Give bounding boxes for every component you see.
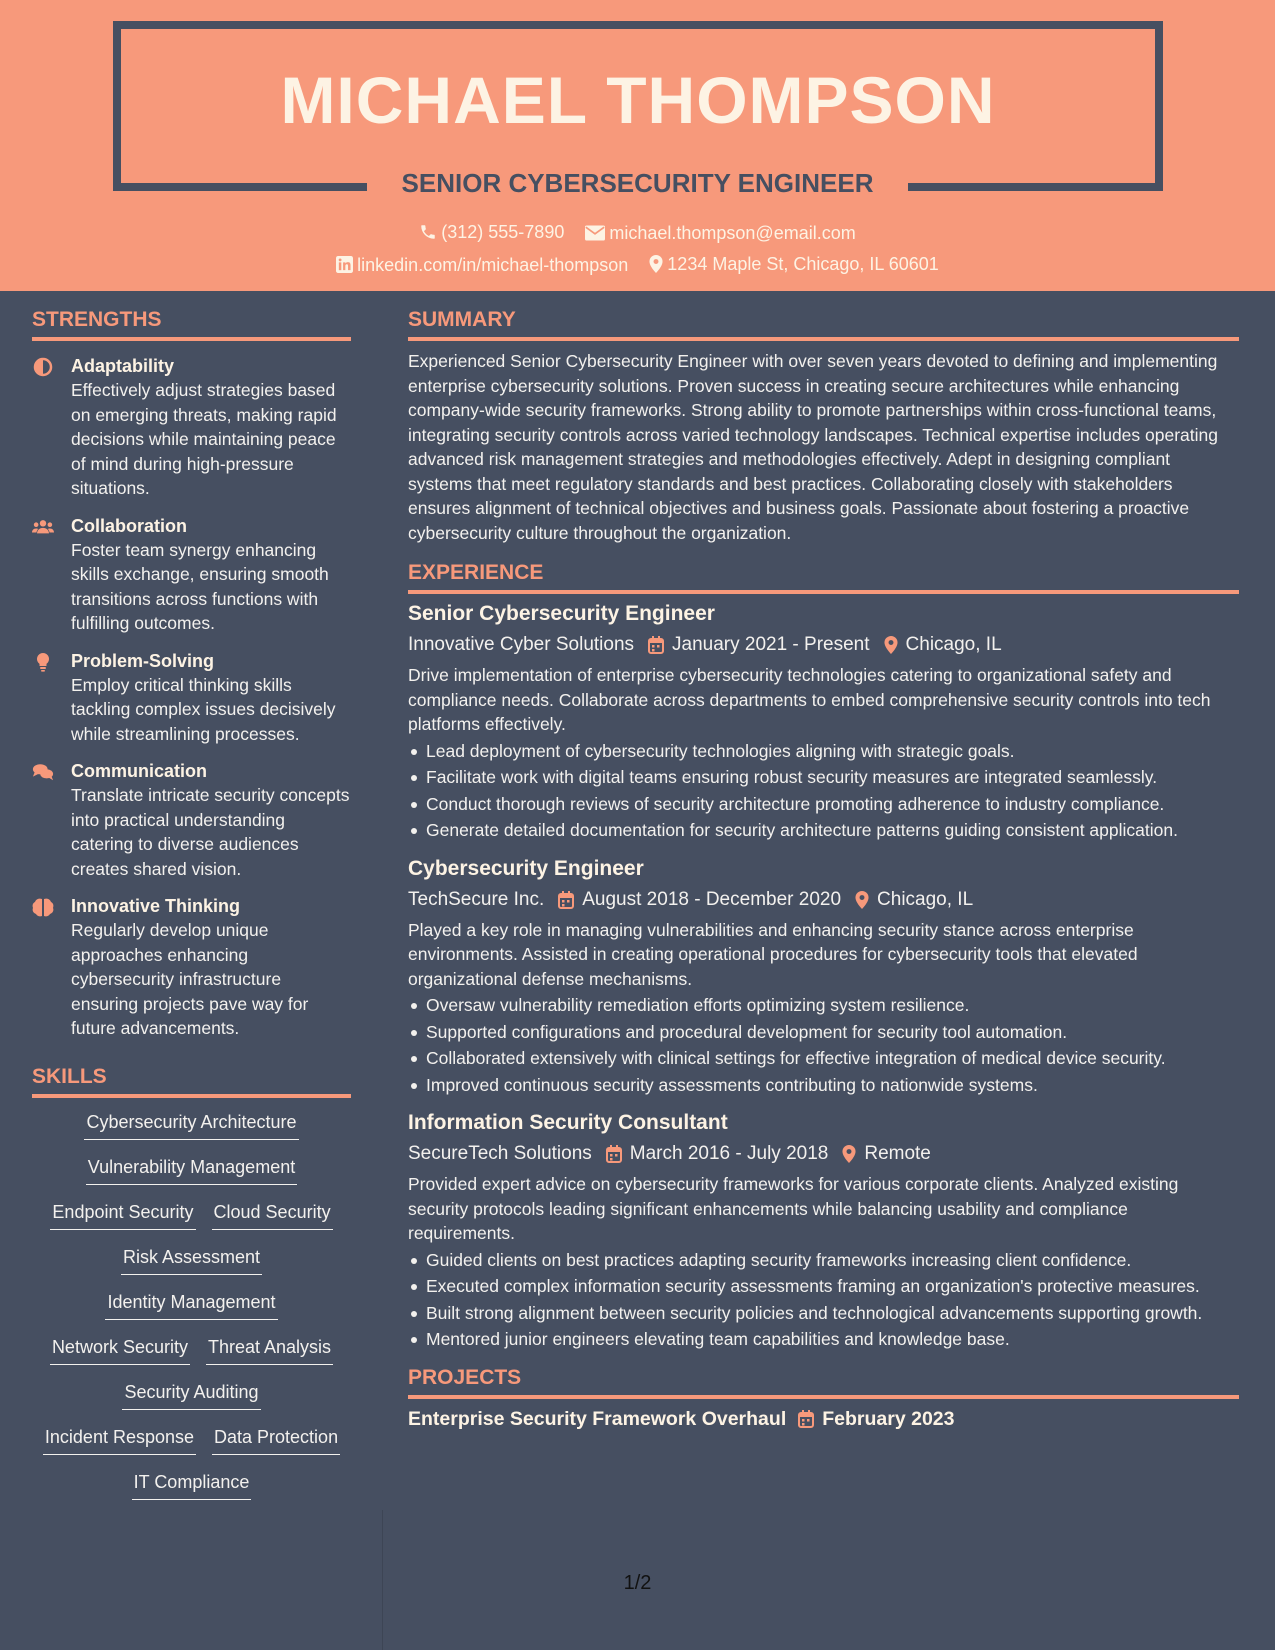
contact-row-2: [0, 252, 1275, 279]
map-pin-icon: [842, 1145, 856, 1163]
map-pin-icon: [884, 636, 898, 654]
job-bullet: Built strong alignment between security policies and technological advancements supporting growth.: [408, 1301, 1239, 1326]
contact-phone[interactable]: [419, 220, 564, 244]
calendar-icon: [606, 1145, 622, 1163]
header-frame-bottom-left: [113, 183, 367, 191]
skill-tag: IT Compliance: [132, 1470, 252, 1500]
strengths-rule: [32, 337, 351, 341]
project-item: [408, 1405, 1239, 1433]
job-bullet: Generate detailed documentation for security architecture patterns guiding consistent application.: [408, 818, 1239, 843]
map-pin-icon: [649, 255, 663, 273]
left-column: [32, 306, 351, 1515]
skills-rule: [32, 1094, 351, 1098]
calendar-icon: [648, 636, 664, 654]
strength-name: Adaptability: [71, 356, 175, 376]
strength-name: Problem-Solving: [71, 650, 215, 671]
job-entry: [408, 600, 1239, 843]
job-meta: [408, 630, 1239, 660]
skill-row: [32, 1380, 351, 1425]
strength-name: Communication: [71, 761, 208, 781]
users-icon: [32, 517, 54, 537]
half-circle-icon: [32, 357, 54, 377]
phone-text: (312) 555-7890: [441, 222, 565, 242]
summary-rule: [408, 337, 1239, 341]
skill-tag: Security Auditing: [122, 1380, 260, 1410]
job-company: TechSecure Inc.: [408, 888, 545, 910]
job-bullet: Oversaw vulnerability remediation efforts optimizing system resilience.: [408, 993, 1239, 1018]
strengths-title: STRENGTHS: [32, 308, 162, 331]
job-role: Cybersecurity Engineer: [408, 856, 644, 880]
skills-list: [32, 1110, 351, 1515]
email-text: michael.thompson@email.com: [609, 223, 856, 243]
skill-tag: Cloud Security: [212, 1200, 333, 1230]
job-bullets: [408, 739, 1239, 843]
address-text: 1234 Maple St, Chicago, IL 60601: [667, 254, 939, 274]
job-description: Provided expert advice on cybersecurity frameworks for various corporate clients. Analyzed existing security protocols leading significant enhancements while balancing usability and compliance requirements.: [408, 1174, 1179, 1243]
project-date: February 2023: [822, 1407, 955, 1430]
strength-text: Employ critical thinking skills tackling complex issues decisively while streamlining processes.: [71, 674, 336, 744]
skill-tag: Threat Analysis: [206, 1335, 333, 1365]
job-dates: March 2016 - July 2018: [629, 1143, 829, 1164]
job-entry: [408, 1109, 1239, 1352]
calendar-icon: [798, 1410, 814, 1428]
linkedin-text: linkedin.com/in/michael-thompson: [357, 254, 629, 275]
skill-row: [32, 1155, 351, 1200]
summary-section: [408, 306, 1239, 545]
experience-section: [408, 559, 1239, 1352]
job-bullet: Supported configurations and procedural development for security tool automation.: [408, 1020, 1239, 1045]
projects-section: [408, 1364, 1239, 1433]
projects-rule: [408, 1395, 1239, 1399]
page-number: 1/2: [623, 1572, 652, 1594]
skill-tag: Cybersecurity Architecture: [84, 1110, 298, 1140]
strength-item: [32, 894, 351, 1041]
skills-section: [32, 1063, 351, 1515]
map-pin-icon: [855, 891, 869, 909]
strength-text: Effectively adjust strategies based on emerging threats, making rapid decisions while maintaining peace of mind during high-pressure situations.: [71, 380, 337, 498]
skill-tag: Network Security: [50, 1335, 190, 1365]
skill-tag: Vulnerability Management: [86, 1155, 297, 1185]
strength-item: [32, 759, 351, 881]
skill-row: [32, 1425, 351, 1470]
job-location: Chicago, IL: [905, 634, 1002, 655]
skill-tag: Endpoint Security: [50, 1200, 195, 1230]
skill-tag: Incident Response: [43, 1425, 196, 1455]
job-bullet: Guided clients on best practices adapting security frameworks increasing client confidence.: [408, 1248, 1239, 1273]
contact-row-1: [0, 220, 1275, 247]
strength-name: Innovative Thinking: [71, 896, 241, 916]
summary-title: SUMMARY: [408, 308, 516, 331]
job-role: Information Security Consultant: [408, 1111, 728, 1134]
skill-row: [32, 1290, 351, 1335]
experience-rule: [408, 590, 1239, 594]
right-column: [408, 306, 1239, 1433]
job-meta: [408, 885, 1239, 915]
skill-tag: Risk Assessment: [121, 1245, 262, 1275]
header-frame-right: [1155, 21, 1163, 191]
skill-tag: Identity Management: [105, 1290, 277, 1320]
header-frame-top: [113, 21, 1163, 29]
strength-text: Translate intricate security concepts into practical understanding catering to diverse audiences creates shared vision.: [71, 785, 350, 879]
summary-text: Experienced Senior Cybersecurity Engineer with over seven years devoted to defining and implementing enterprise cybersecurity solutions. Proven success in creating secure architectures while enhancing company-wide security frameworks. Strong ability to promote partnerships within cross-functional teams, integrating security controls across varied technology landscapes. Technical expertise includes operating advanced risk management strategies and methodologies effectively. Adept in designing compliant systems that meet regulatory standards and best practices. Collaborating closely with stakeholders ensures alignment of technical objectives and business goals. Passionate about fostering a proactive cybersecurity culture throughout the organization.: [408, 351, 1218, 543]
lightbulb-icon: [32, 652, 54, 672]
skill-row: [32, 1470, 351, 1515]
skill-row: [32, 1110, 351, 1155]
calendar-icon: [558, 891, 574, 909]
strength-item: [32, 354, 351, 501]
job-entry: [408, 855, 1239, 1098]
contact-email[interactable]: [585, 221, 855, 245]
strength-item: [32, 649, 351, 747]
strength-name: Collaboration: [71, 515, 187, 536]
job-description: Played a key role in managing vulnerabilities and enhancing security stance across enterprise environments. Assisted in creating operational procedures for cybersecurity tools that elevated organizational defense mechanisms.: [408, 919, 1138, 989]
job-bullet: Improved continuous security assessments contributing to nationwide systems.: [408, 1073, 1239, 1098]
skill-row: [32, 1200, 351, 1245]
job-meta: [408, 1139, 1239, 1169]
job-location: Chicago, IL: [877, 888, 974, 910]
job-company: Innovative Cyber Solutions: [408, 634, 635, 655]
job-description: Drive implementation of enterprise cybersecurity technologies catering to organizational safety and compliance needs. Collaborate across departments to embed comprehensive security controls into tech platforms effectively.: [408, 665, 1211, 734]
header-frame-left: [113, 21, 121, 191]
contact-linkedin[interactable]: [336, 253, 628, 277]
candidate-title: SENIOR CYBERSECURITY ENGINEER: [401, 168, 874, 198]
job-location: Remote: [864, 1143, 931, 1164]
job-bullet: Executed complex information security assessments framing an organization's protective measures.: [408, 1274, 1239, 1299]
job-bullet: Facilitate work with digital teams ensuring robust security measures are integrated seamlessly.: [408, 765, 1239, 790]
job-bullets: [408, 1248, 1239, 1352]
header-frame-bottom-right: [908, 183, 1163, 191]
job-bullet: Conduct thorough reviews of security architecture promoting adherence to industry compliance.: [408, 792, 1239, 817]
job-bullets: [408, 993, 1239, 1097]
strength-text: Foster team synergy enhancing skills exchange, ensuring smooth transitions across functions with fulfilling outcomes.: [71, 539, 329, 633]
job-bullet: Lead deployment of cybersecurity technologies aligning with strategic goals.: [408, 739, 1239, 764]
linkedin-icon: [336, 256, 353, 273]
skill-tag: Data Protection: [212, 1425, 340, 1455]
job-company: SecureTech Solutions: [408, 1143, 592, 1164]
column-divider: [382, 1510, 383, 1650]
skills-title: SKILLS: [32, 1064, 107, 1088]
comments-icon: [32, 762, 54, 782]
job-bullet: Collaborated extensively with clinical settings for effective integration of medical device security.: [408, 1046, 1239, 1071]
job-dates: January 2021 - Present: [672, 634, 870, 655]
resume-header: [0, 0, 1275, 291]
strengths-section: [32, 306, 351, 1041]
strength-text: Regularly develop unique approaches enhancing cybersecurity infrastructure ensuring projects pave way for future advancements.: [71, 920, 309, 1038]
job-bullet: Mentored junior engineers elevating team capabilities and knowledge base.: [408, 1327, 1239, 1352]
brain-icon: [32, 897, 54, 917]
skill-row: [32, 1335, 351, 1380]
candidate-name: MICHAEL THOMPSON: [280, 63, 996, 137]
phone-icon: [419, 223, 437, 241]
experience-title: EXPERIENCE: [408, 561, 544, 584]
skill-row: [32, 1245, 351, 1290]
strength-item: [32, 514, 351, 636]
project-name: Enterprise Security Framework Overhaul: [408, 1407, 787, 1430]
envelope-icon: [585, 225, 605, 241]
contact-address: [649, 252, 939, 276]
projects-title: PROJECTS: [408, 1365, 522, 1389]
job-role: Senior Cybersecurity Engineer: [408, 602, 715, 625]
job-dates: August 2018 - December 2020: [582, 888, 842, 910]
